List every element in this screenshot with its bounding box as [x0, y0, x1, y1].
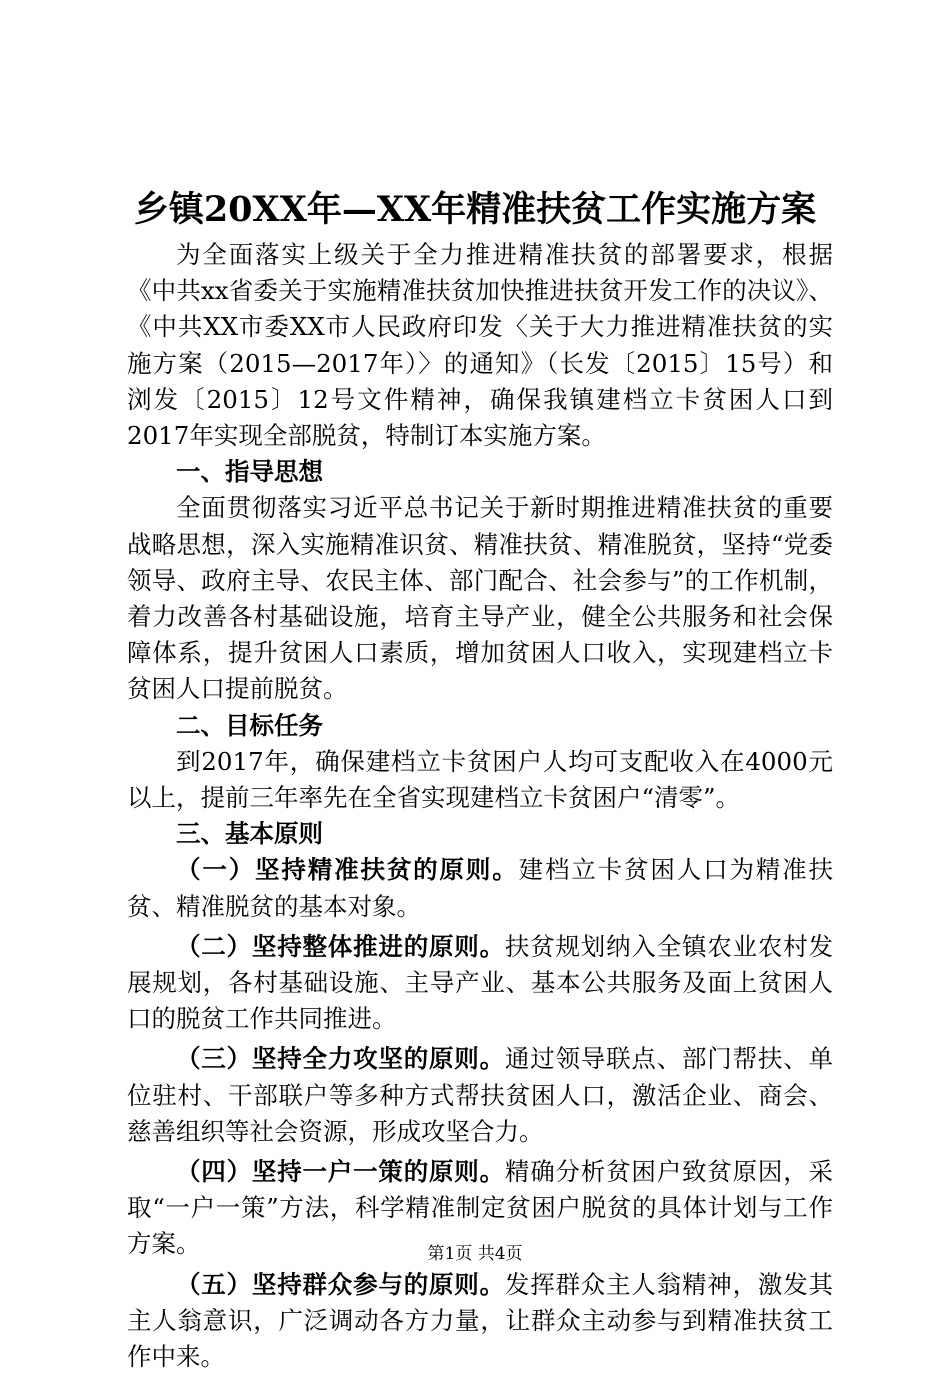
- principle-item: [127, 929, 833, 1038]
- principle-lead: （二）坚持整体推进的原则。: [176, 931, 505, 961]
- principle-lead: （三）坚持全力攻坚的原则。: [176, 1044, 505, 1074]
- principle-text: 扶贫规划纳入全镇农业农村发展规划，各村基础设施、主导产业、基本公共服务及面上贫困人口的脱贫工作共同推进。: [127, 931, 834, 1034]
- principle-text: 精确分析贫困户致贫原因，采取“一户一策”方法，科学精准制定贫困户脱贫的具体计划与工作方案。: [127, 1157, 834, 1259]
- principle-item: [127, 1041, 833, 1150]
- intro-paragraph: 为全面落实上级关于全力推进精准扶贫的部署要求，根据《中共xx省委关于实施精准扶贫加快推进扶贫开发工作的决议》、《中共XX市委XX市人民政府印发〈关于大力推进精准扶贫的实施方案（2015—2017年）〉的通知》（长发〔2015〕15号）和浏发〔2015〕12号文件精神，确保我镇建档立卡贫困人口到2017年实现全部脱贫，特制订本实施方案。: [127, 240, 833, 451]
- principle-text: 发挥群众主人翁精神，激发其主人翁意识，广泛调动各方力量，让群众主动参与到精准扶贫工作中来。: [127, 1269, 834, 1372]
- principle-lead: （一）坚持精准扶贫的原则。: [176, 855, 519, 885]
- principle-item: [127, 852, 833, 924]
- principle-item: [127, 1267, 833, 1375]
- principle-lead: （五）坚持群众参与的原则。: [176, 1269, 505, 1299]
- section-heading-target-tasks: 二、目标任务: [176, 710, 323, 740]
- section-text-guiding-ideology: 全面贯彻落实习近平总书记关于新时期推进精准扶贫的重要战略思想，深入实施精准识贫、精准扶贫、精准脱贫，坚持“党委领导、政府主导、农民主体、部门配合、社会参与”的工作机制，着力改善各村基础设施，培育主导产业，健全公共服务和社会保障体系，提升贫困人口素质，增加贫困人口收入，实现建档立卡贫困人口提前脱贫。: [127, 493, 833, 704]
- principle-text: 通过领导联点、部门帮扶、单位驻村、干部联户等多种方式帮扶贫困人口，激活企业、商会、慈善组织等社会资源，形成攻坚合力。: [127, 1044, 834, 1146]
- principle-lead: （四）坚持一户一策的原则。: [176, 1157, 505, 1187]
- page-number-footer: 第1页 共4页: [427, 1244, 523, 1264]
- document-title: 乡镇20XX年—XX年精准扶贫工作实施方案: [133, 189, 817, 230]
- section-heading-guiding-ideology: 一、指导思想: [176, 457, 323, 487]
- section-heading-basic-principles: 三、基本原则: [176, 819, 323, 849]
- document-body: [127, 237, 833, 1375]
- section-text-target-tasks: 到2017年，确保建档立卡贫困户人均可支配收入在4000元以上，提前三年率先在全省实现建档立卡贫困户“清零”。: [127, 746, 833, 813]
- principle-text: 建档立卡贫困人口为精准扶贫、精准脱贫的基本对象。: [127, 855, 834, 921]
